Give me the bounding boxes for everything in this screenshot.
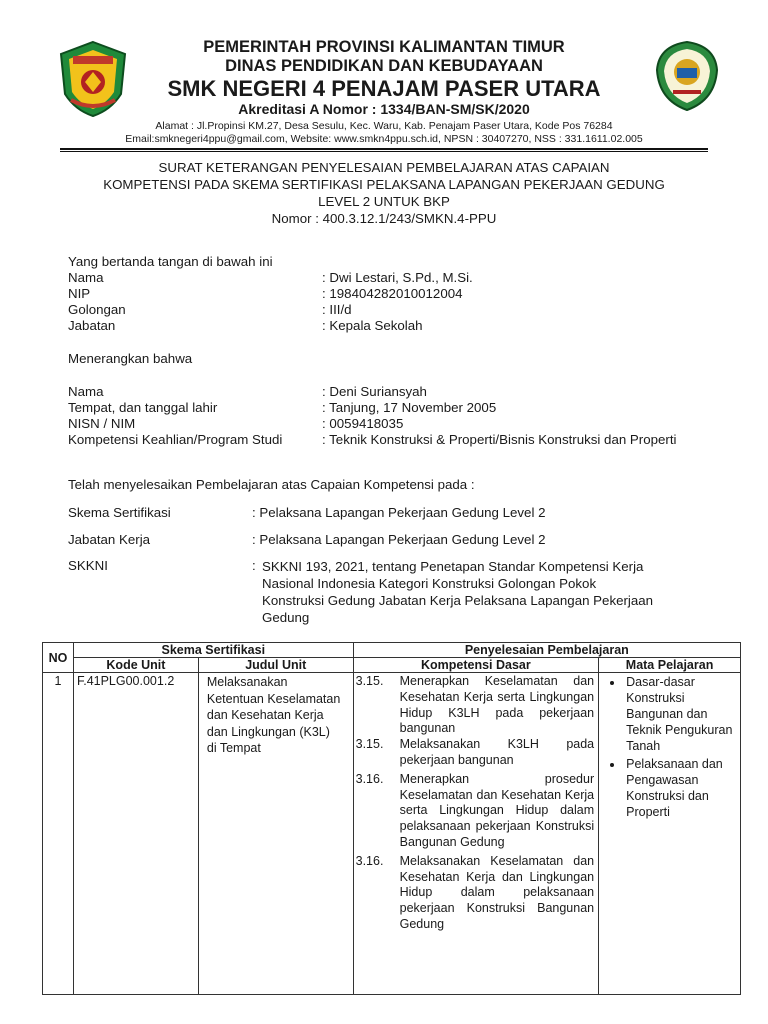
table-header-row (43, 643, 741, 658)
table-row (43, 673, 741, 995)
competency-table (42, 642, 741, 995)
student-name-label: Nama (68, 384, 104, 399)
header-government: PEMERINTAH PROVINSI KALIMANTAN TIMUR (203, 38, 565, 56)
row-no: 1 (43, 673, 74, 995)
province-logo (55, 38, 131, 118)
job-label: Jabatan Kerja (68, 532, 151, 547)
student-birth-label: Tempat, dan tanggal lahir (68, 400, 218, 415)
student-program-label: Kompetensi Keahlian/Program Studi (68, 432, 283, 447)
header-mata-pelajaran: Mata Pelajaran (599, 658, 741, 673)
header-no: NO (43, 643, 74, 673)
header-agency: DINAS PENDIDIKAN DAN KEBUDAYAAN (225, 57, 543, 75)
document-title-line2: KOMPETENSI PADA SKEMA SERTIFIKASI PELAKSANA LAPANGAN PEKERJAAN GEDUNG (103, 177, 665, 192)
kompetensi-text: Menerapkan prosedur Keselamatan dan Kesehatan Kerja serta Lingkungan Hidup dalam pelaksanaan pekerjaan Konstruksi Bangunan Gedung (399, 771, 595, 849)
kompetensi-number: 3.16. (355, 853, 384, 868)
mata-pelajaran-list (602, 674, 736, 820)
scheme-value: : Pelaksana Lapangan Pekerjaan Gedung Level 2 (252, 505, 546, 520)
job-value: : Pelaksana Lapangan Pekerjaan Gedung Level 2 (252, 532, 546, 547)
table-subheader-row (43, 658, 741, 673)
header-address: Alamat : Jl.Propinsi KM.27, Desa Sesulu, Kec. Waru, Kab. Penajam Paser Utara, Kode Pos 76284 (155, 120, 613, 132)
kompetensi-number: 3.15. (355, 674, 384, 688)
signer-jabatan-label: Jabatan (68, 318, 116, 333)
skkni-colon: : (252, 558, 256, 573)
header-judul-unit: Judul Unit (198, 658, 353, 673)
school-logo (655, 40, 719, 112)
kompetensi-number: 3.16. (355, 771, 384, 786)
letterhead-divider (60, 148, 708, 150)
skkni-line: Gedung (262, 610, 310, 625)
scheme-label: Skema Sertifikasi (68, 505, 171, 520)
kompetensi-text: Melaksanakan K3LH pada pekerjaan bangunan (399, 737, 595, 767)
skkni-line: Konstruksi Gedung Jabatan Kerja Pelaksana Lapangan Pekerjaan (262, 593, 654, 608)
signer-golongan-label: Golongan (68, 302, 126, 317)
skkni-line: SKKNI 193, 2021, tentang Penetapan Standar Kompetensi Kerja (262, 559, 644, 574)
kompetensi-text: Menerapkan Keselamatan dan Kesehatan Kerja serta Lingkungan Hidup K3LH pada pekerjaan bangunan (399, 674, 595, 736)
header-penyelesaian: Penyelesaian Pembelajaran (353, 643, 740, 658)
completion-statement: Telah menyelesaikan Pembelajaran atas Capaian Kompetensi pada : (68, 477, 475, 492)
statement-text: Menerangkan bahwa (68, 351, 193, 366)
mata-pelajaran-item: • Pelaksanaan dan Pengawasan Konstruksi dan Properti (624, 756, 736, 820)
document-title-line1: SURAT KETERANGAN PENYELESAIAN PEMBELAJARAN ATAS CAPAIAN (158, 160, 610, 175)
header-skema: Skema Sertifikasi (73, 643, 353, 658)
kompetensi-item (356, 737, 595, 769)
signer-golongan-value: : III/d (322, 302, 352, 317)
kompetensi-text: Melaksanakan Keselamatan dan Kesehatan Kerja dan Lingkungan Hidup dalam pelaksanaan pekerjaan Konstruksi Bangunan Gedung (399, 853, 595, 931)
signer-intro: Yang bertanda tangan di bawah ini (68, 254, 273, 269)
kompetensi-item (356, 772, 595, 851)
row-mata-pelajaran (599, 673, 741, 995)
student-nisn-value: : 0059418035 (322, 416, 404, 431)
signer-jabatan-value: : Kepala Sekolah (322, 318, 423, 333)
signer-name-label: Nama (68, 270, 104, 285)
row-kode-unit: F.41PLG00.001.2 (73, 673, 198, 995)
signer-name-value: : Dwi Lestari, S.Pd., M.Si. (322, 270, 473, 285)
header-contact: Email:smknegeri4ppu@gmail.com, Website: www.smkn4ppu.sch.id, NPSN : 30407270, NSS : 331.1611.02.005 (125, 133, 643, 145)
student-name-value: : Deni Suriansyah (322, 384, 427, 399)
row-judul-unit: Melaksanakan Ketentuan Keselamatan dan Kesehatan Kerja dan Lingkungan (K3L) di Tempat (198, 673, 353, 995)
header-school-name: SMK NEGERI 4 PENAJAM PASER UTARA (167, 76, 601, 101)
signer-nip-value: : 198404282010012004 (322, 286, 463, 301)
skkni-text (262, 558, 682, 626)
header-kompetensi-dasar: Kompetensi Dasar (353, 658, 599, 673)
signer-nip-label: NIP (68, 286, 91, 301)
mata-pelajaran-item: • Dasar-dasar Konstruksi Bangunan dan Teknik Pengukuran Tanah (624, 674, 736, 754)
kompetensi-item (356, 674, 595, 737)
skkni-label: SKKNI (68, 558, 108, 573)
kompetensi-item (356, 854, 595, 933)
header-kode-unit: Kode Unit (73, 658, 198, 673)
document-title-line3: LEVEL 2 UNTUK BKP (318, 194, 450, 209)
student-program-value: : Teknik Konstruksi & Properti/Bisnis Konstruksi dan Properti (322, 432, 677, 447)
skkni-line: Nasional Indonesia Kategori Konstruksi Golongan Pokok (262, 576, 597, 591)
kompetensi-number: 3.15. (355, 737, 384, 752)
document-number: Nomor : 400.3.12.1/243/SMKN.4-PPU (271, 211, 497, 226)
student-birth-value: : Tanjung, 17 November 2005 (322, 400, 497, 415)
student-nisn-label: NISN / NIM (68, 416, 136, 431)
letterhead-divider-thin (60, 151, 708, 152)
header-accreditation: Akreditasi A Nomor : 1334/BAN-SM/SK/2020 (238, 101, 530, 117)
row-kompetensi-dasar (353, 673, 599, 995)
